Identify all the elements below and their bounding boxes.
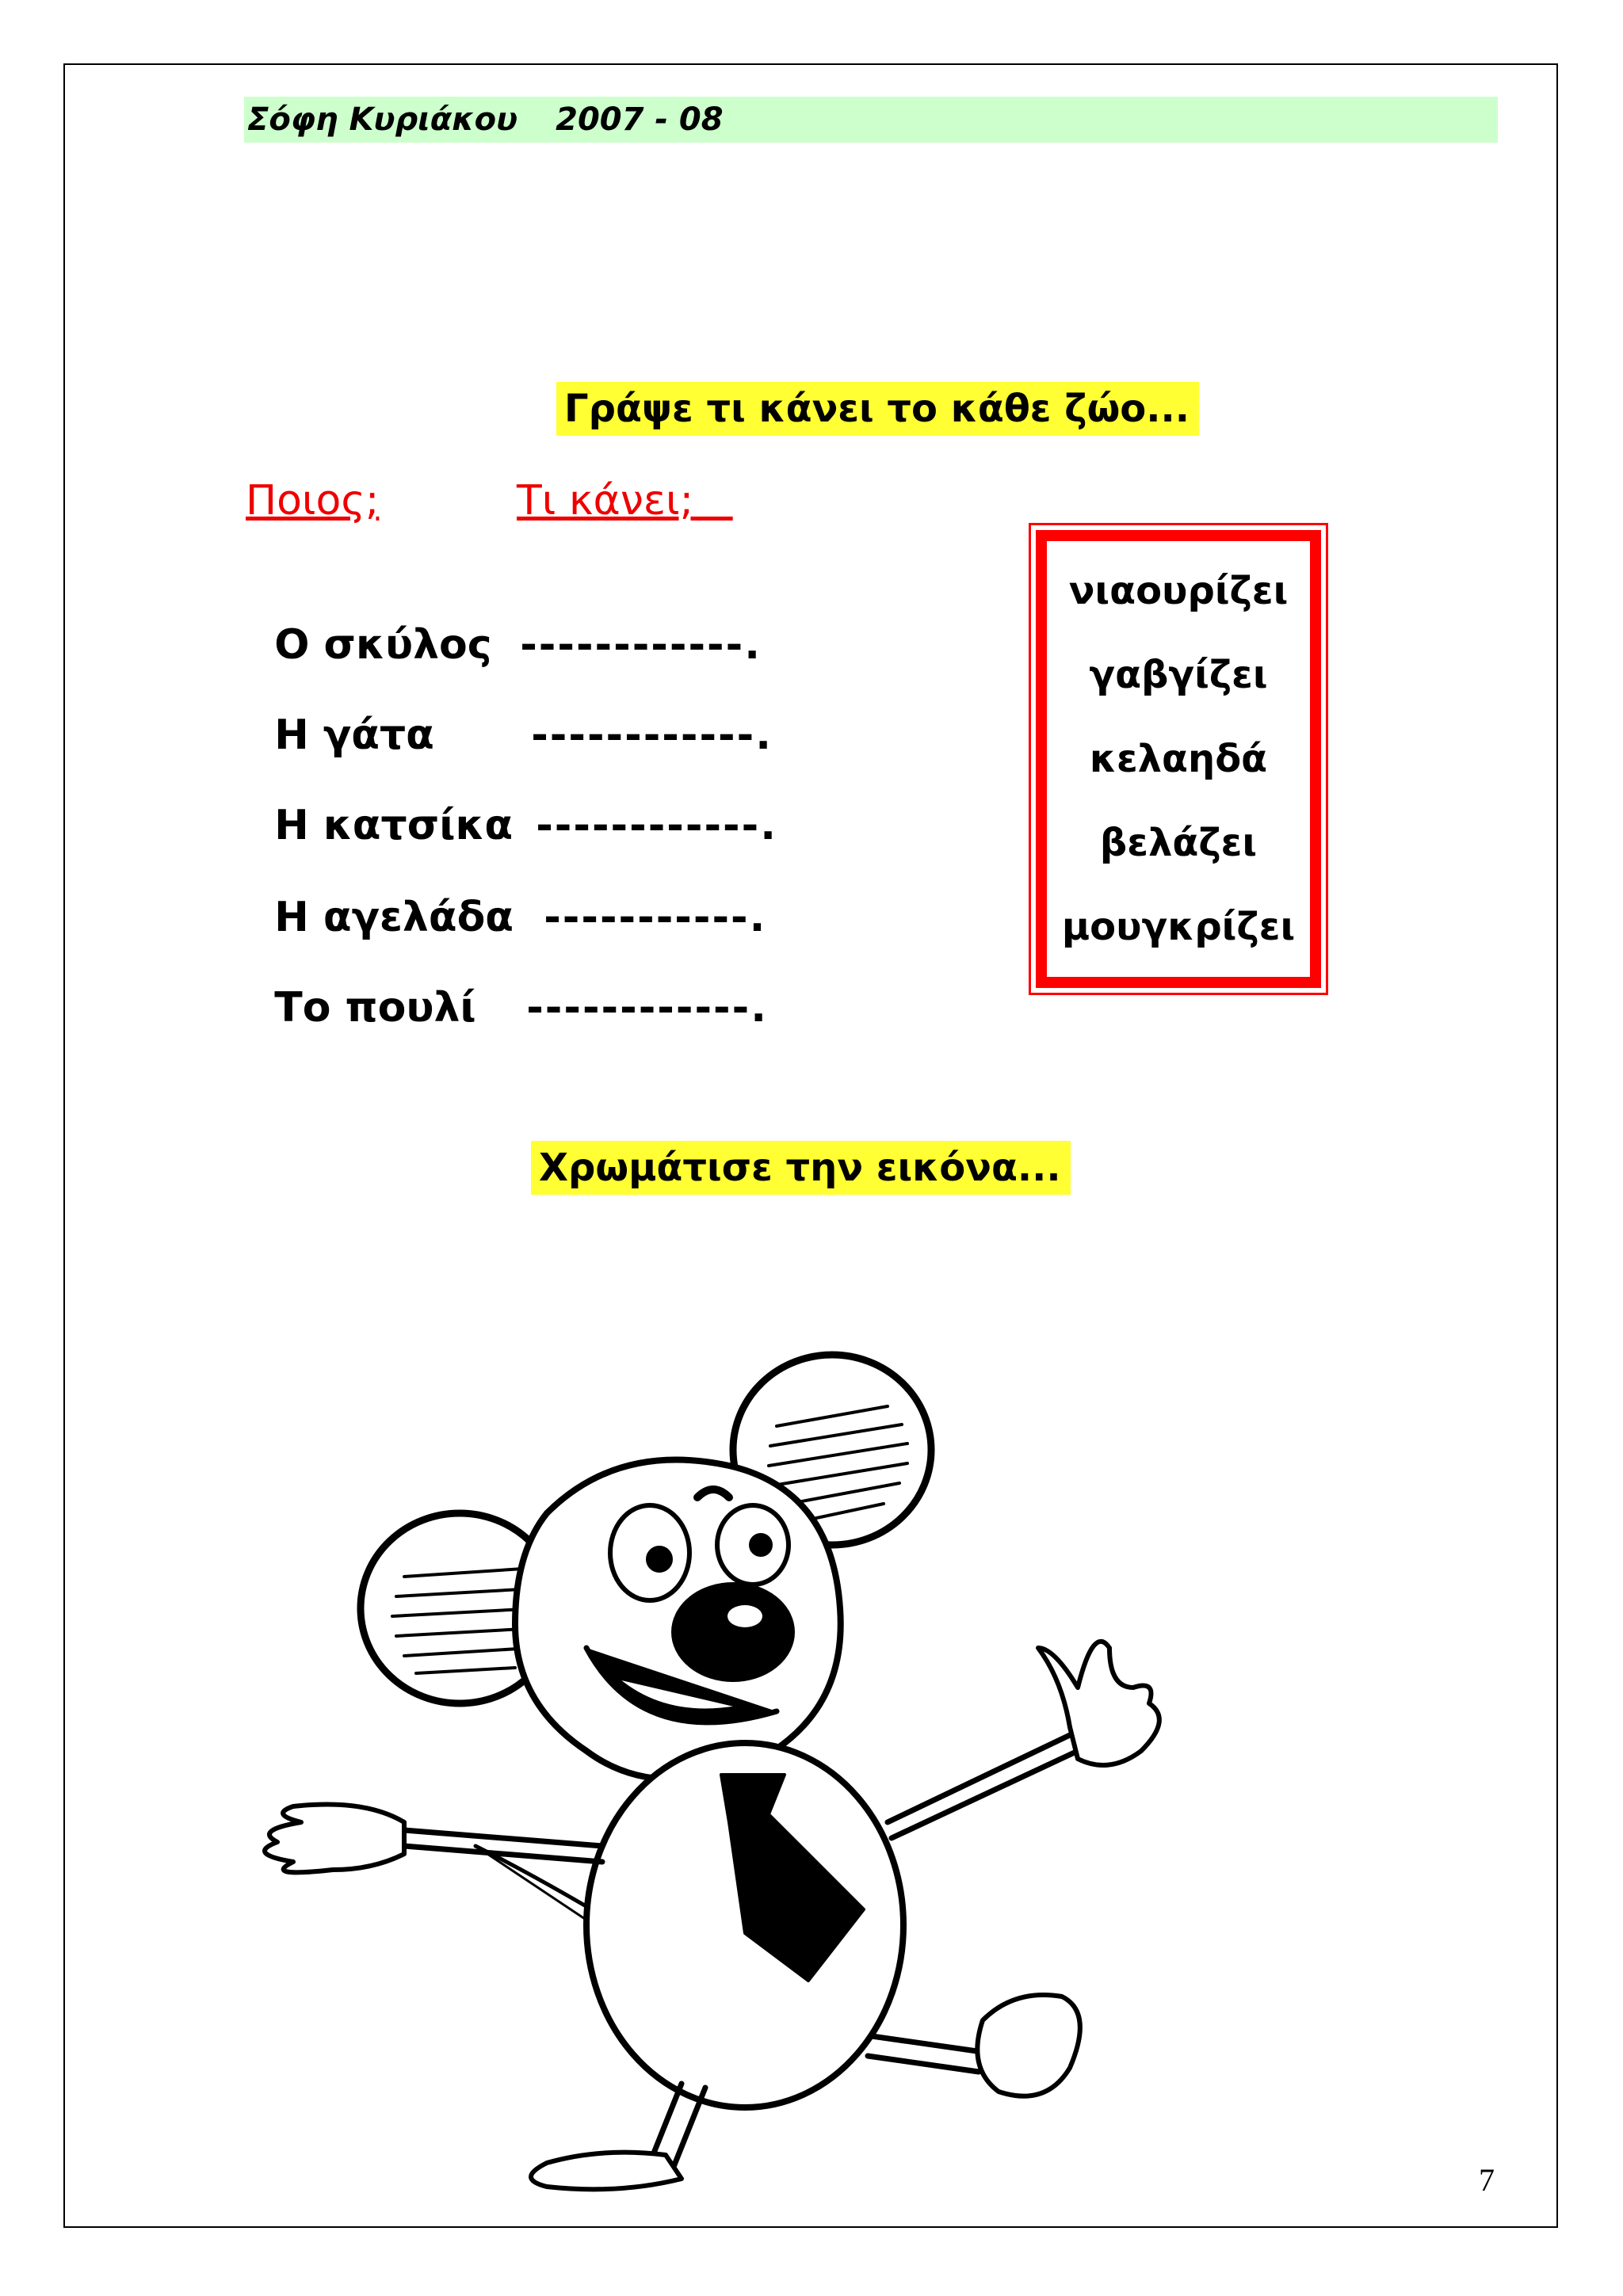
exercise-row [246,846,766,941]
animal-label: Η γάτα [274,711,434,759]
animal-label: Το πουλί [274,984,476,1032]
answer-blank[interactable]: ------------. [531,711,773,759]
header [247,101,762,138]
answer-blank[interactable]: ------------. [520,621,762,669]
word-bank-item: νιαουρίζει [1068,569,1289,613]
exercise-row [246,574,762,669]
exercise2-title: Χρωμάτισε την εικόνα... [531,1141,1071,1195]
answer-blank[interactable]: -----------. [544,894,767,941]
header-author: Σόφη Κυριάκου [247,101,518,138]
exercise-row [246,754,777,849]
animal-label: Η αγελάδα [274,894,514,941]
page-number: 7 [1479,2162,1495,2198]
word-bank-item: βελάζει [1099,821,1258,865]
cartoon-mouse-icon [174,1307,1268,2195]
word-bank-item: κελαηδά [1089,737,1268,781]
word-bank-item: μουγκρίζει [1061,905,1296,949]
word-bank [1029,523,1328,995]
column-header-what: Τι κάνει; [517,477,733,524]
word-bank-item: γαβγίζει [1089,653,1268,697]
column-header-who: Ποιος; [246,477,380,524]
exercise1-title: Γράψε τι κάνει το κάθε ζώο... [556,382,1199,436]
answer-blank[interactable]: ------------. [526,984,768,1032]
header-year: 2007 - 08 [556,101,724,138]
exercise-row [246,664,773,759]
answer-blank[interactable]: ------------. [536,802,777,849]
animal-label: Η κατσίκα [274,802,514,849]
exercise-row [246,936,768,1032]
animal-label: Ο σκύλος [274,621,492,669]
